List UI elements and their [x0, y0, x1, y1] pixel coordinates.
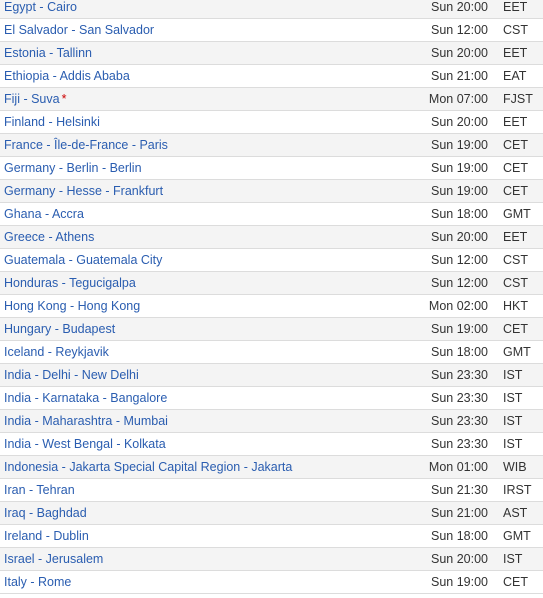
city-name: Greece - Athens — [4, 230, 95, 244]
city-name: Guatemala - Guatemala City — [4, 253, 163, 267]
table-row — [0, 226, 543, 249]
city-link[interactable] — [0, 180, 422, 202]
table-row — [0, 318, 543, 341]
timezone-abbr: IST — [503, 391, 523, 405]
local-time: Sun 23:30 — [431, 414, 488, 428]
local-time: Sun 20:00 — [431, 230, 488, 244]
city-link[interactable] — [0, 364, 422, 386]
city-link[interactable] — [0, 295, 422, 317]
city-name: Fiji - Suva — [4, 92, 60, 106]
timezone-abbr: GMT — [503, 345, 531, 359]
city-name: Ghana - Accra — [4, 207, 84, 221]
local-time: Sun 23:30 — [431, 391, 488, 405]
table-row — [0, 548, 543, 571]
city-name: Finland - Helsinki — [4, 115, 100, 129]
city-name: Hong Kong - Hong Kong — [4, 299, 141, 313]
local-time: Sun 12:00 — [431, 253, 488, 267]
timezone-abbr: IST — [503, 414, 523, 428]
timezone-abbr: HKT — [503, 299, 528, 313]
city-link[interactable] — [0, 502, 422, 524]
city-link[interactable] — [0, 42, 422, 64]
city-link[interactable] — [0, 548, 422, 570]
city-link[interactable] — [0, 433, 422, 455]
city-name: Hungary - Budapest — [4, 322, 116, 336]
table-row — [0, 456, 543, 479]
table-row — [0, 203, 543, 226]
city-link[interactable] — [0, 157, 422, 179]
table-row — [0, 525, 543, 548]
local-time: Sun 19:00 — [431, 138, 488, 152]
table-row — [0, 341, 543, 364]
timezone-abbr: GMT — [503, 207, 531, 221]
local-time: Sun 20:00 — [431, 0, 488, 14]
timezone-abbr: FJST — [503, 92, 533, 106]
timezone-abbr: WIB — [503, 460, 527, 474]
city-link[interactable] — [0, 249, 422, 271]
city-name: Honduras - Tegucigalpa — [4, 276, 136, 290]
table-row — [0, 88, 543, 111]
city-name: Egypt - Cairo — [4, 0, 77, 14]
city-link[interactable] — [0, 571, 422, 593]
timezone-abbr: EET — [503, 115, 528, 129]
table-row — [0, 571, 543, 594]
city-link[interactable] — [0, 272, 422, 294]
timezone-abbr: IST — [503, 552, 523, 566]
city-name: India - West Bengal - Kolkata — [4, 437, 166, 451]
city-link[interactable] — [0, 456, 422, 478]
city-link[interactable] — [0, 341, 422, 363]
city-name: El Salvador - San Salvador — [4, 23, 155, 37]
table-row — [0, 134, 543, 157]
city-name: India - Delhi - New Delhi — [4, 368, 139, 382]
city-link[interactable] — [0, 479, 422, 501]
dst-marker: * — [61, 92, 67, 106]
timezone-abbr: CET — [503, 575, 528, 589]
city-name: Ireland - Dublin — [4, 529, 89, 543]
city-name: France - Île-de-France - Paris — [4, 138, 168, 152]
local-time: Sun 23:30 — [431, 368, 488, 382]
timezone-abbr: CST — [503, 23, 528, 37]
local-time: Mon 02:00 — [428, 299, 488, 313]
timezone-abbr: IRST — [503, 483, 532, 497]
local-time: Sun 19:00 — [431, 322, 488, 336]
city-name: Indonesia - Jakarta Special Capital Region - Jakarta — [4, 460, 293, 474]
city-name: Iraq - Baghdad — [4, 506, 87, 520]
local-time: Mon 01:00 — [428, 460, 488, 474]
local-time: Sun 21:30 — [431, 483, 488, 497]
local-time: Sun 21:00 — [431, 506, 488, 520]
table-row — [0, 433, 543, 456]
timezone-abbr: AST — [503, 506, 528, 520]
table-row — [0, 387, 543, 410]
city-link[interactable] — [0, 226, 422, 248]
table-row — [0, 410, 543, 433]
city-name: Israel - Jerusalem — [4, 552, 104, 566]
city-name: Iceland - Reykjavik — [4, 345, 109, 359]
timezone-abbr: CET — [503, 322, 528, 336]
table-row — [0, 65, 543, 88]
local-time: Sun 20:00 — [431, 552, 488, 566]
city-link[interactable] — [0, 0, 422, 18]
table-row — [0, 502, 543, 525]
city-link[interactable] — [0, 111, 422, 133]
timezone-abbr: EET — [503, 230, 528, 244]
timezone-abbr: CST — [503, 253, 528, 267]
timezone-abbr: EET — [503, 46, 528, 60]
local-time: Sun 21:00 — [431, 69, 488, 83]
local-time: Sun 19:00 — [431, 575, 488, 589]
table-row — [0, 364, 543, 387]
city-link[interactable] — [0, 88, 422, 110]
local-time: Sun 19:00 — [431, 161, 488, 175]
city-name: India - Karnataka - Bangalore — [4, 391, 168, 405]
city-name: Estonia - Tallinn — [4, 46, 93, 60]
city-link[interactable] — [0, 65, 422, 87]
city-name: India - Maharashtra - Mumbai — [4, 414, 168, 428]
city-link[interactable] — [0, 525, 422, 547]
timezone-abbr: CET — [503, 138, 528, 152]
table-row — [0, 295, 543, 318]
table-row — [0, 479, 543, 502]
timezone-abbr: EAT — [503, 69, 527, 83]
local-time: Sun 18:00 — [431, 529, 488, 543]
city-name: Ethiopia - Addis Ababa — [4, 69, 130, 83]
city-name: Germany - Hesse - Frankfurt — [4, 184, 164, 198]
city-link[interactable] — [0, 203, 422, 225]
timezone-abbr: IST — [503, 368, 523, 382]
timezone-abbr: EET — [503, 0, 528, 14]
timezone-abbr: IST — [503, 437, 523, 451]
timezone-abbr: CET — [503, 184, 528, 198]
table-row — [0, 19, 543, 42]
local-time: Sun 18:00 — [431, 207, 488, 221]
local-time: Sun 20:00 — [431, 115, 488, 129]
table-row — [0, 272, 543, 295]
table-row — [0, 0, 543, 19]
timezone-abbr: CST — [503, 276, 528, 290]
timezone-abbr: CET — [503, 161, 528, 175]
local-time: Sun 20:00 — [431, 46, 488, 60]
city-name: Iran - Tehran — [4, 483, 75, 497]
city-name: Germany - Berlin - Berlin — [4, 161, 142, 175]
city-link[interactable] — [0, 134, 422, 156]
city-link[interactable] — [0, 387, 422, 409]
local-time: Sun 12:00 — [431, 276, 488, 290]
local-time: Sun 19:00 — [431, 184, 488, 198]
table-row — [0, 157, 543, 180]
local-time: Sun 12:00 — [431, 23, 488, 37]
table-row — [0, 42, 543, 65]
local-time: Mon 07:00 — [428, 92, 488, 106]
city-link[interactable] — [0, 19, 422, 41]
city-link[interactable] — [0, 410, 422, 432]
city-name: Italy - Rome — [4, 575, 72, 589]
timezone-abbr: GMT — [503, 529, 531, 543]
local-time: Sun 23:30 — [431, 437, 488, 451]
table-row — [0, 249, 543, 272]
table-row — [0, 180, 543, 203]
local-time: Sun 18:00 — [431, 345, 488, 359]
city-link[interactable] — [0, 318, 422, 340]
table-row — [0, 111, 543, 134]
